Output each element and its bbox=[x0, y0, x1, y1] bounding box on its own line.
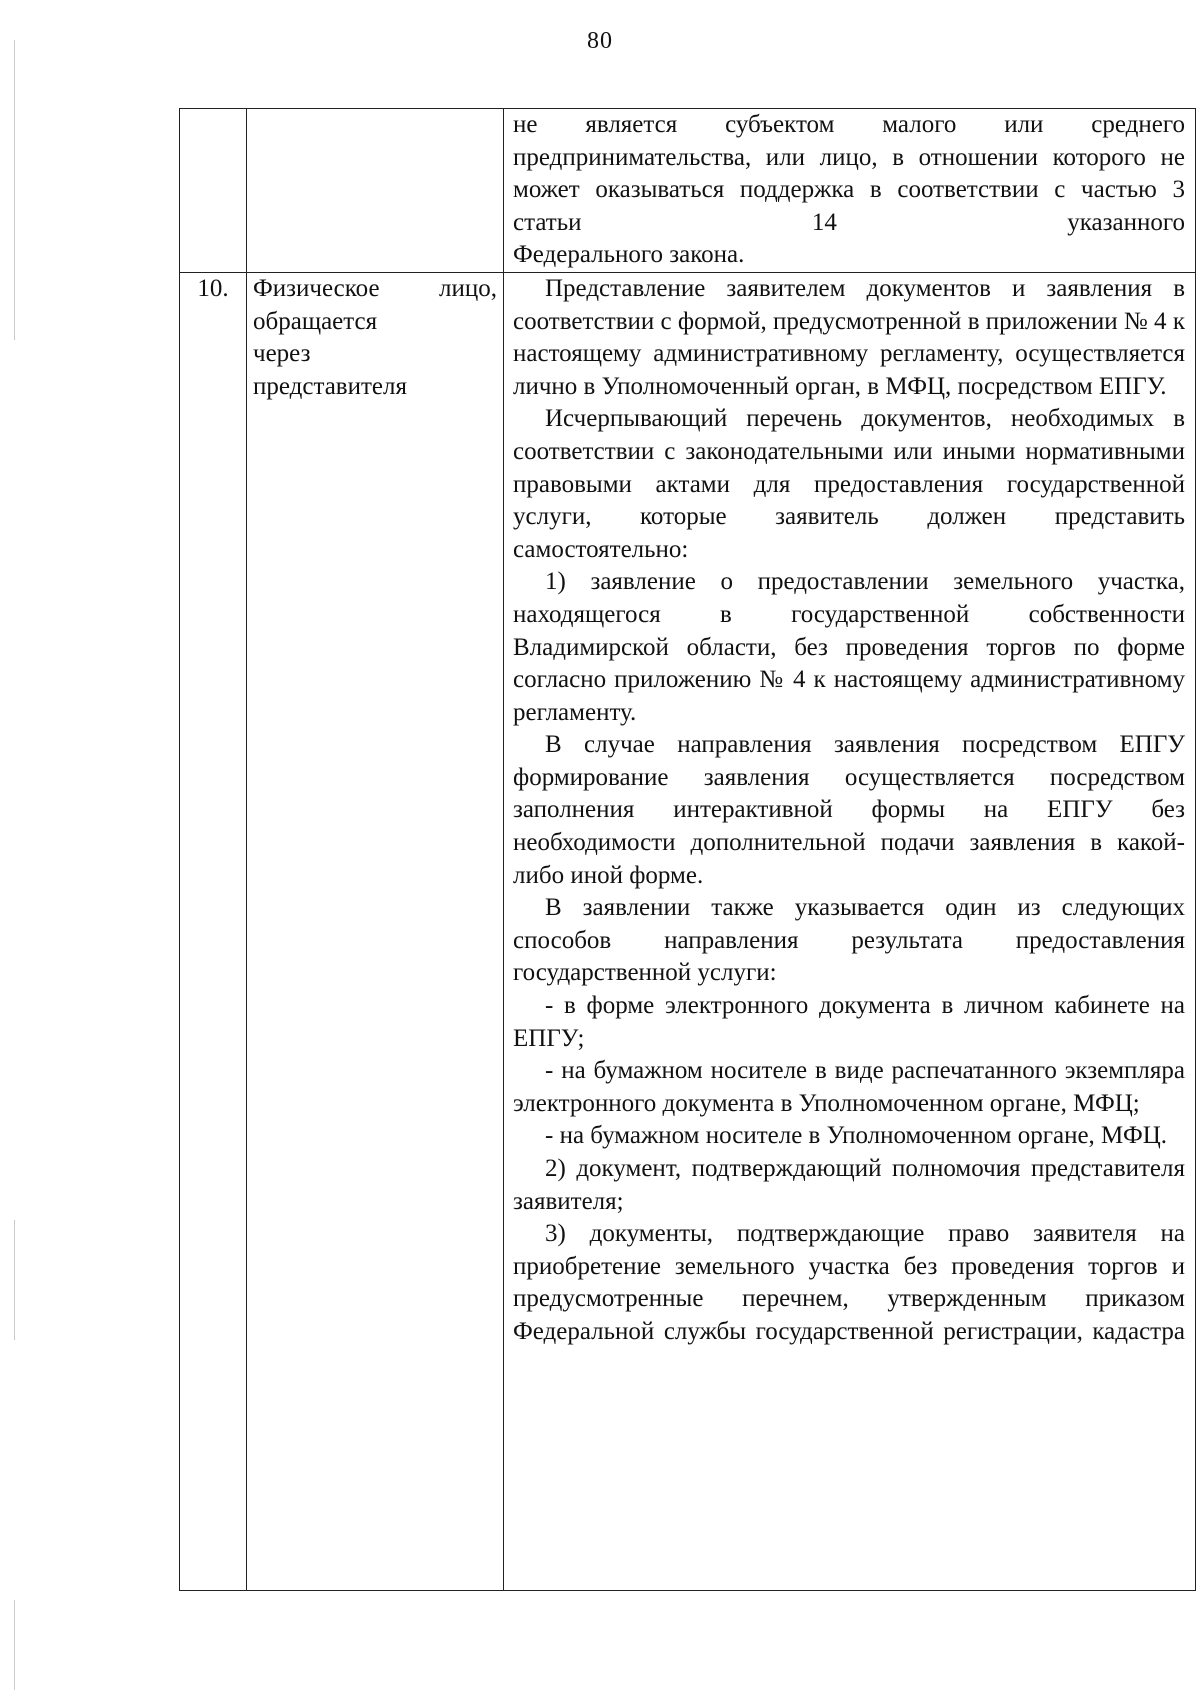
applicant-type-line: через bbox=[253, 340, 311, 368]
paragraph: Федерального закона. bbox=[513, 241, 745, 269]
paragraph: Исчерпывающий перечень документов, необходимых в соответствии с законодательными или иными нормативными правовыми актами для предоставления государственной услуги, которые заявитель должен представить самостоятельно: bbox=[513, 405, 1185, 563]
paragraph: - на бумажном носителе в виде распечатанного экземпляра электронного документа в Уполномоченном органе, МФЦ; bbox=[513, 1057, 1185, 1117]
scan-artifact-line bbox=[14, 1600, 15, 1690]
paragraph: В заявлении также указывается один из следующих способов направления результата предоставления государственной услуги: bbox=[513, 894, 1185, 987]
document-table bbox=[179, 108, 1196, 1591]
paragraph: 2) документ, подтверждающий полномочия представителя заявителя; bbox=[513, 1155, 1185, 1215]
applicant-type-line: обращается bbox=[253, 307, 378, 335]
applicant-type-line: представителя bbox=[253, 372, 407, 400]
applicant-type-cell bbox=[247, 109, 504, 273]
paragraph: 1) заявление о предоставлении земельного участка, находящегося в государственной собственности Владимирской области, без проведения торгов по форме согласно приложению № 4 к настоящему административному регламенту. bbox=[513, 568, 1185, 726]
paragraph: - на бумажном носителе в Уполномоченном органе, МФЦ. bbox=[545, 1122, 1168, 1150]
requirements-cell bbox=[504, 109, 1196, 273]
scan-artifact-line bbox=[14, 40, 15, 340]
paragraph: 3) документы, подтверждающие право заявителя на приобретение земельного участка без проведения торгов и предусмотренные перечнем, утвержденным приказом Федеральной службы государственной регистрации, кадастра bbox=[513, 1220, 1185, 1345]
row-number-cell bbox=[180, 109, 247, 273]
paragraph: Представление заявителем документов и заявления в соответствии с формой, предусмотренной в приложении № 4 к настоящему административному регламенту, осуществляется лично в Уполномоченный орган, в МФЦ, посредством ЕПГУ. bbox=[513, 274, 1185, 400]
row-number-cell: 10. bbox=[180, 272, 247, 1590]
table-row-10 bbox=[180, 272, 1196, 1590]
applicant-type-cell bbox=[247, 272, 504, 1590]
page-number: 80 bbox=[587, 28, 613, 54]
paragraph: не является субъектом малого или среднего предпринимательства, или лицо, в отношении которого не может оказываться поддержка в соответствии с частью 3 статьи 14 указанного bbox=[513, 111, 1185, 236]
paragraph: - в форме электронного документа в личном кабинете на ЕПГУ; bbox=[513, 992, 1185, 1052]
paragraph: В случае направления заявления посредством ЕПГУ формирование заявления осуществляется посредством заполнения интерактивной формы на ЕПГУ без необходимости дополнительной подачи заявления в какой-либо иной форме. bbox=[513, 731, 1185, 889]
applicant-type-line: Физическое лицо, bbox=[253, 274, 497, 302]
requirements-cell bbox=[504, 272, 1196, 1590]
scan-artifact-line bbox=[14, 1220, 15, 1340]
table-row-continuation bbox=[180, 109, 1196, 273]
